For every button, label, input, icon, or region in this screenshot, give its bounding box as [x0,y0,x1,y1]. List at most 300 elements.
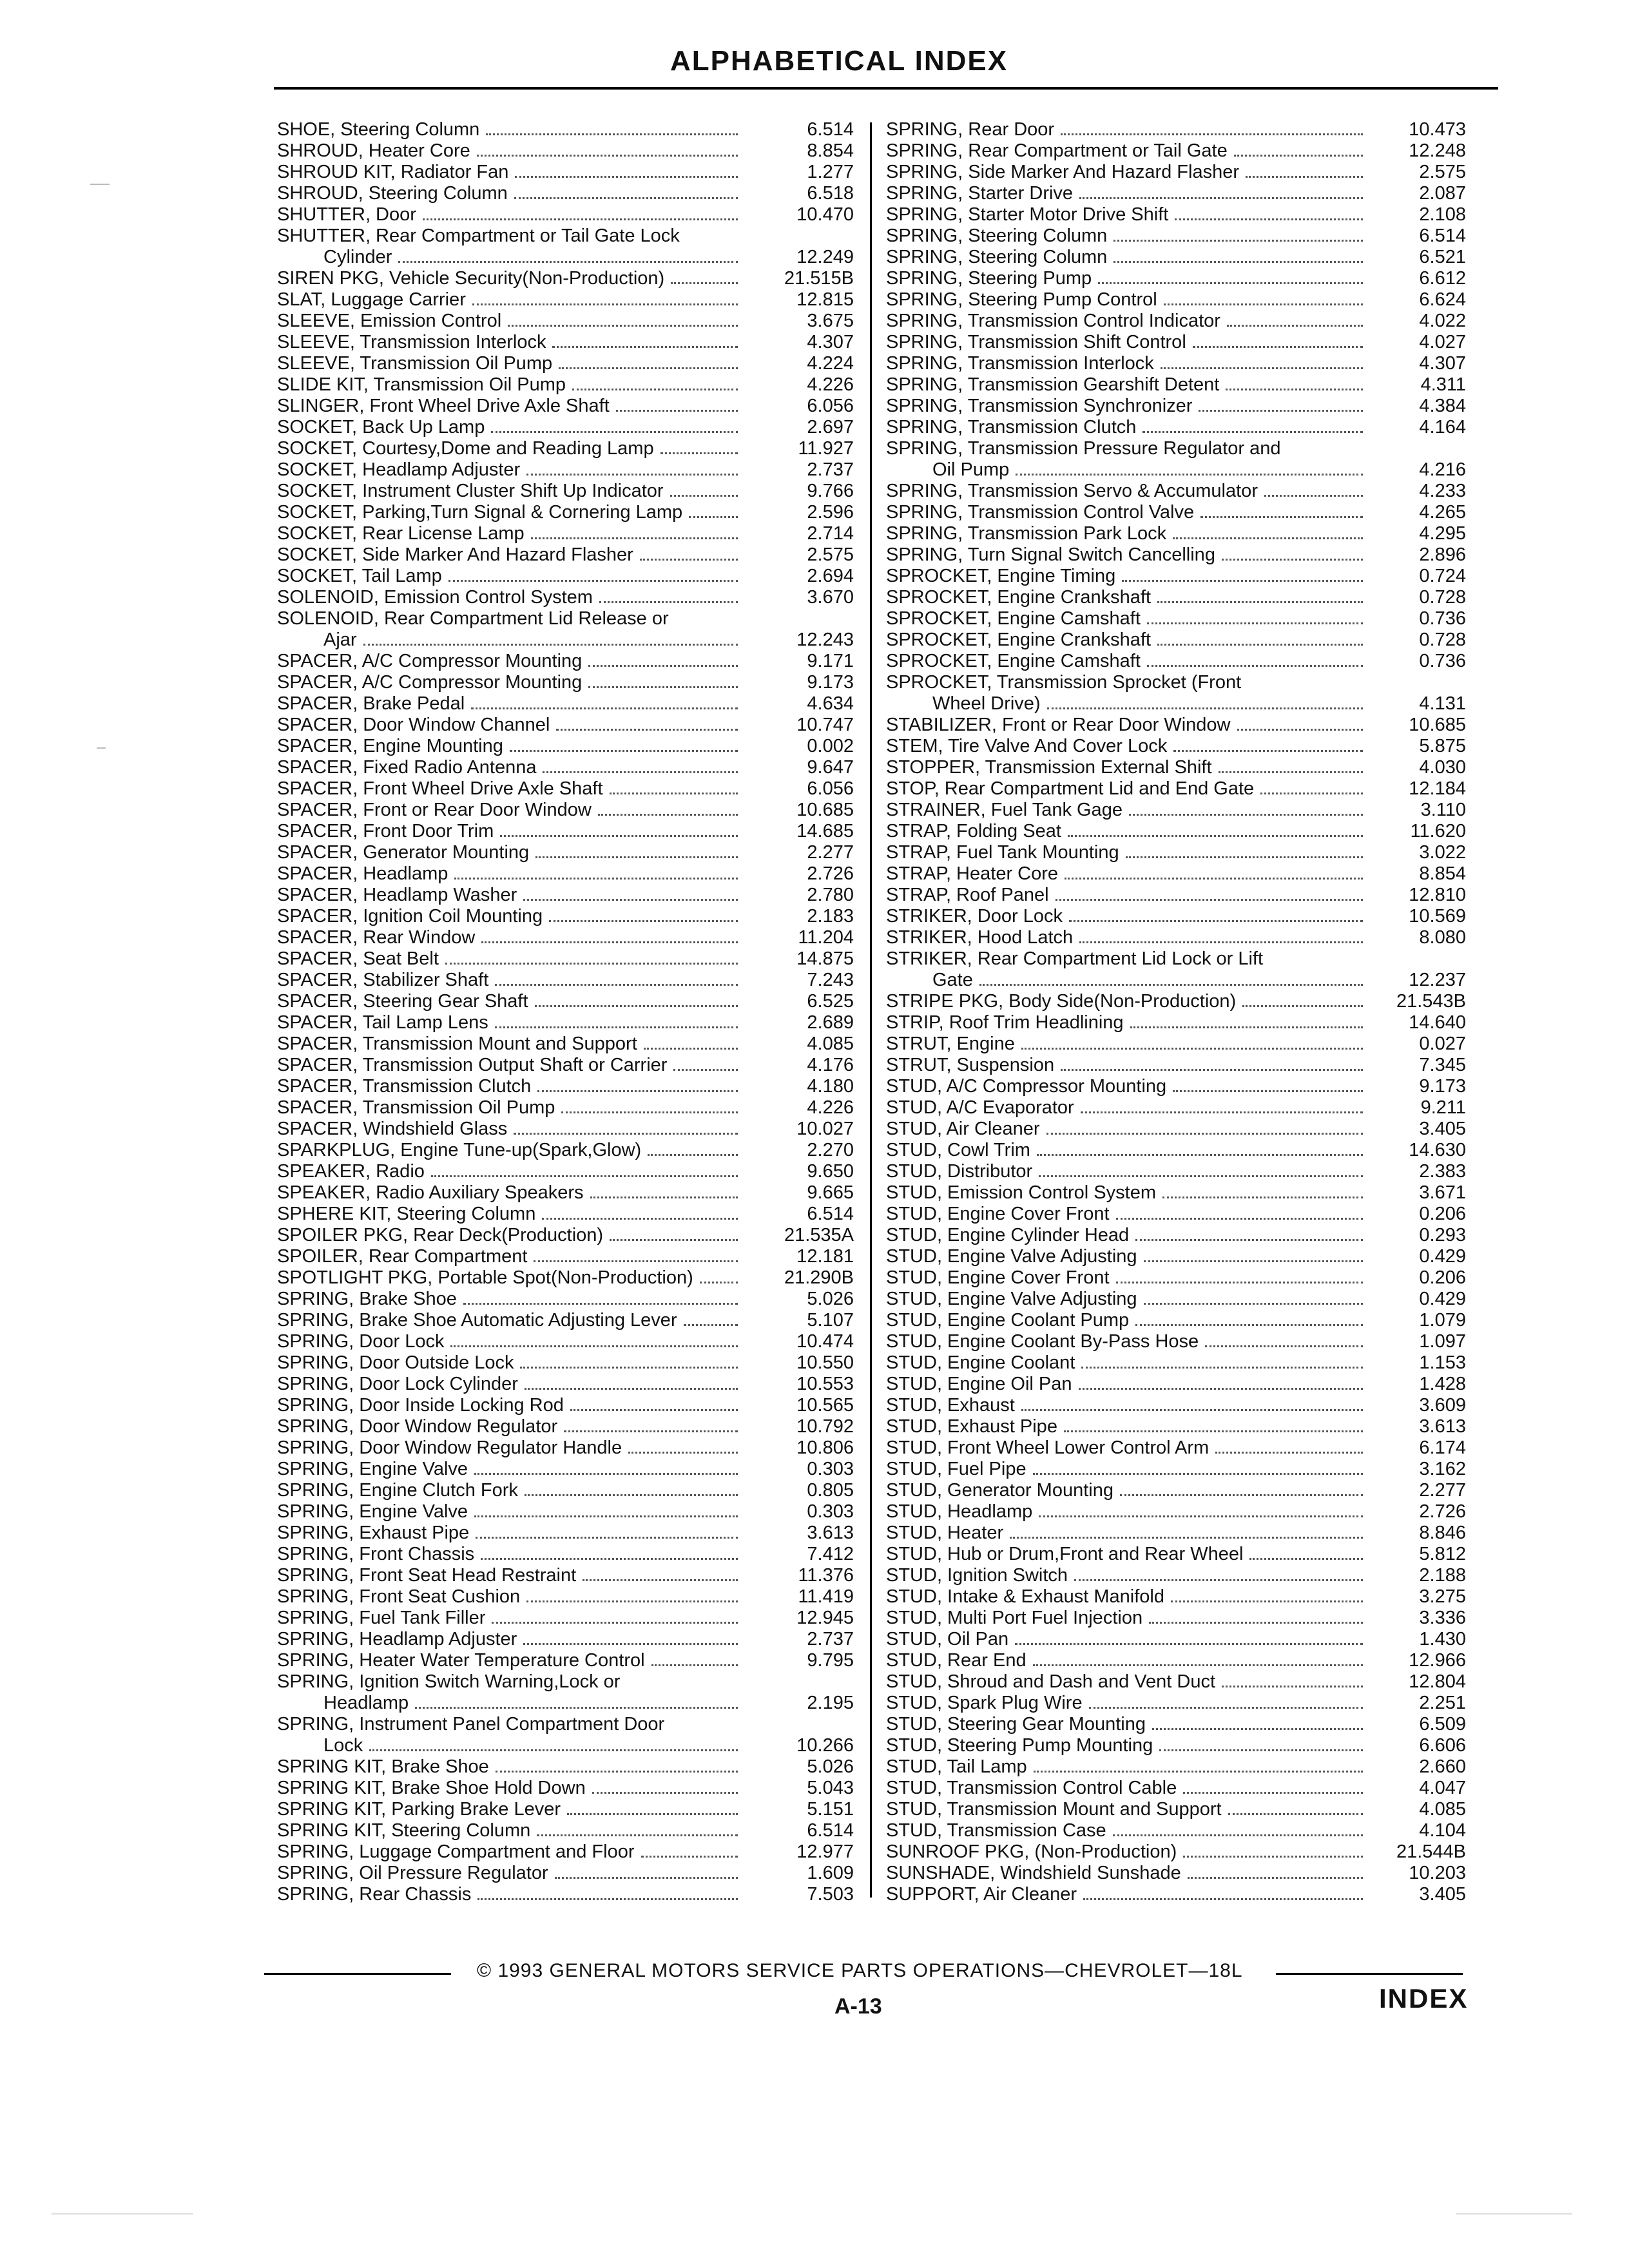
index-entry [886,1097,1466,1119]
entry-name: SPACER, Transmission Mount and Support [277,1033,637,1054]
dot-leader [1260,793,1363,794]
index-entry [886,1289,1466,1310]
entry-name: SPRING, Front Chassis [277,1544,475,1564]
index-entry [886,1437,1466,1459]
entry-name: SPACER, Rear Window [277,927,476,948]
scan-speck [1456,2213,1572,2215]
entry-page-number: 4.233 [1419,481,1466,501]
index-entry [886,1480,1466,1501]
index-entry [277,948,857,970]
index-entry [277,523,857,544]
entry-name: SOCKET, Parking,Turn Signal & Cornering Lamp [277,502,683,523]
entry-name: STEM, Tire Valve And Cover Lock [886,736,1168,756]
index-entry [277,1799,857,1820]
dot-leader [549,920,738,922]
entry-page-number: 5.875 [1419,736,1466,756]
index-entry [886,948,1466,970]
index-entry [886,1671,1466,1693]
dot-leader [648,1154,738,1156]
entry-name: STUD, Steering Gear Mounting [886,1714,1146,1735]
dot-leader [1188,1877,1363,1879]
entry-page-number: 4.164 [1419,417,1466,437]
entry-page-number: 10.203 [1409,1863,1466,1883]
entry-name: SHUTTER, Rear Compartment or Tail Gate Lock [277,226,680,246]
index-entry [277,715,857,736]
index-entry [886,1778,1466,1799]
entry-name: SPACER, Brake Pedal [277,693,465,714]
entry-name: SPRING, Rear Door [886,119,1055,140]
index-entry [886,1055,1466,1076]
dot-leader [1033,1664,1363,1666]
index-entry [277,1523,857,1544]
entry-page-number: 10.569 [1409,906,1466,927]
index-entry [886,289,1466,311]
entry-page-number: 6.056 [807,396,854,416]
entry-page-number: 2.383 [1419,1161,1466,1182]
dot-leader [1222,1686,1363,1687]
entry-page-number: 3.670 [807,587,854,608]
entry-page-number: 6.056 [807,778,854,799]
index-entry [277,353,857,374]
entry-name: SPACER, Front Door Trim [277,821,494,841]
index-entry [886,1182,1466,1204]
index-entry [277,651,857,672]
index-entry [886,1033,1466,1055]
entry-name: SPRING, Exhaust Pipe [277,1523,470,1543]
entry-name: Wheel Drive) [932,693,1041,714]
entry-name: SPACER, Seat Belt [277,948,439,969]
index-entry [277,268,857,289]
entry-page-number: 0.027 [1419,1033,1466,1054]
index-entry [277,970,857,991]
entry-page-number: 5.812 [1419,1544,1466,1564]
entry-name: Oil Pump [932,459,1010,480]
dot-leader [1173,1090,1363,1092]
dot-leader [463,1303,738,1305]
entry-page-number: 1.277 [807,162,854,182]
entry-name: SPRING, Instrument Panel Compartment Door [277,1714,665,1735]
index-entry [277,1629,857,1650]
entry-name: SPRING, Engine Valve [277,1501,468,1522]
dot-leader [1064,1430,1363,1432]
index-entry [277,991,857,1012]
dot-leader [476,1537,738,1539]
index-entry [886,162,1466,183]
entry-name: STUD, Exhaust Pipe [886,1416,1057,1437]
dot-leader [481,941,738,943]
index-entry [886,863,1466,885]
entry-page-number: 9.173 [1419,1076,1466,1097]
entry-name: SPACER, Tail Lamp Lens [277,1012,488,1033]
entry-page-number: 10.470 [796,204,854,225]
index-entry [886,672,1466,693]
index-entry [886,800,1466,821]
entry-page-number: 6.174 [1419,1437,1466,1458]
index-entry [886,1544,1466,1565]
dot-leader [474,1515,738,1517]
dot-leader [1149,1622,1363,1624]
dot-leader [523,1643,738,1645]
entry-name: STUD, Heater [886,1523,1004,1543]
index-entry [277,906,857,927]
entry-page-number: 4.307 [807,332,854,352]
index-entry [886,1395,1466,1416]
dot-leader [1061,1069,1363,1071]
dot-leader [1069,920,1363,922]
dot-leader [1135,1239,1363,1241]
entry-name: SPRING, Brake Shoe [277,1289,457,1309]
entry-page-number: 2.689 [807,1012,854,1033]
entry-name: SPRING, Transmission Control Valve [886,502,1195,523]
entry-name: SPRING KIT, Steering Column [277,1820,531,1841]
index-entry [277,736,857,757]
index-entry [886,587,1466,608]
index-entry [886,523,1466,544]
dot-leader [1175,218,1363,220]
entry-name: SPROCKET, Engine Crankshaft [886,629,1152,650]
dot-leader [1083,1898,1363,1900]
index-entry [277,1650,857,1671]
entry-name: SPEAKER, Radio [277,1161,425,1182]
index-entry [886,1267,1466,1289]
index-entry [277,927,857,948]
entry-name: SPRING, Brake Shoe Automatic Adjusting Lever [277,1310,677,1331]
entry-name: SPACER, Transmission Oil Pump [277,1097,555,1118]
dot-leader [616,410,738,412]
entry-page-number: 7.345 [1419,1055,1466,1075]
entry-page-number: 0.429 [1419,1246,1466,1267]
entry-name: STUD, Tail Lamp [886,1756,1027,1777]
entry-name: STRIKER, Hood Latch [886,927,1074,948]
dot-leader [1237,729,1363,731]
index-entry [277,417,857,438]
index-entry [277,1884,857,1905]
dot-leader [1199,410,1363,412]
entry-name: SPRING, Transmission Shift Control [886,332,1186,352]
index-entry [277,863,857,885]
index-entry [277,438,857,459]
entry-page-number: 12.248 [1409,140,1466,161]
dot-leader [454,878,738,879]
entry-name: STUD, Headlamp [886,1501,1033,1522]
dot-leader [1227,325,1363,327]
index-entry [886,629,1466,651]
footer [264,1960,1463,1986]
entry-name: SPRING, Transmission Pressure Regulator and [886,438,1281,459]
index-entry [277,544,857,566]
index-entry [277,1097,857,1119]
entry-page-number: 10.266 [796,1735,854,1756]
dot-leader [486,133,738,135]
entry-name: SPRING, Fuel Tank Filler [277,1608,486,1628]
entry-page-number: 4.180 [807,1076,854,1097]
entry-page-number: 2.780 [807,885,854,905]
index-entry [277,1671,857,1693]
entry-page-number: 21.544B [1396,1841,1466,1862]
dot-leader [1034,1771,1363,1773]
index-entry [886,991,1466,1012]
dot-leader [1147,665,1363,667]
entry-name: SHROUD, Heater Core [277,140,470,161]
entry-page-number: 3.613 [807,1523,854,1543]
entry-name: SOCKET, Headlamp Adjuster [277,459,521,480]
dot-leader [1161,367,1363,369]
entry-page-number: 11.927 [798,438,854,459]
dot-leader [537,1090,738,1092]
entry-page-number: 14.640 [1409,1012,1466,1033]
entry-name: SPRING, Steering Pump Control [886,289,1157,310]
entry-page-number: 0.805 [807,1480,854,1501]
entry-page-number: 4.295 [1419,523,1466,544]
entry-page-number: 3.671 [1419,1182,1466,1203]
index-entry [277,1204,857,1225]
index-entry [886,119,1466,140]
index-entry [277,1076,857,1097]
entry-name: SPROCKET, Engine Crankshaft [886,587,1152,608]
dot-leader [588,665,738,667]
entry-name: SOCKET, Side Marker And Hazard Flasher [277,544,633,565]
entry-name: SPROCKET, Transmission Sprocket (Front [886,672,1242,693]
index-entry [886,1161,1466,1182]
index-entry [886,204,1466,226]
index-entry [277,1778,857,1799]
index-entry [277,757,857,778]
dot-leader [514,1133,738,1135]
dot-leader [628,1452,738,1454]
dot-leader [510,750,738,752]
dot-leader [526,474,738,476]
entry-page-number: 2.188 [1419,1565,1466,1586]
dot-leader [588,686,738,688]
index-entry [886,1352,1466,1374]
dot-leader [1021,1048,1363,1050]
entry-name: SPACER, Door Window Channel [277,715,550,735]
dot-leader [1126,856,1363,858]
index-entry [277,1161,857,1182]
index-entry [886,226,1466,247]
dot-leader [500,835,738,837]
entry-name: SPEAKER, Radio Auxiliary Speakers [277,1182,584,1203]
index-entry [277,1863,857,1884]
dot-leader [590,1196,738,1198]
entry-name: Lock [323,1735,363,1756]
entry-name: STUD, A/C Compressor Mounting [886,1076,1167,1097]
entry-name: SPRING, Side Marker And Hazard Flasher [886,162,1239,182]
index-entry [886,821,1466,842]
dot-leader [1046,1133,1363,1135]
footer-rule-left [264,1973,451,1975]
dot-leader [1226,389,1363,390]
entry-page-number: 2.277 [1419,1480,1466,1501]
dot-leader [670,495,738,497]
entry-page-number: 9.766 [807,481,854,501]
index-entry [886,1204,1466,1225]
dot-leader [1065,878,1363,879]
entry-page-number: 10.474 [796,1331,854,1352]
entry-name: STABILIZER, Front or Rear Door Window [886,715,1231,735]
index-entry [277,1033,857,1055]
dot-leader [572,389,738,390]
index-entry [886,1565,1466,1586]
entry-name: SPHERE KIT, Steering Column [277,1204,536,1224]
entry-name: SPRING, Rear Chassis [277,1884,472,1905]
index-entry [277,587,857,608]
dot-leader [700,1282,738,1283]
entry-name: SPRING, Steering Column [886,226,1108,246]
entry-page-number: 3.405 [1419,1884,1466,1905]
entry-name: SPRING, Engine Clutch Fork [277,1480,518,1501]
entry-page-number: 3.022 [1419,842,1466,863]
entry-page-number: 2.575 [807,544,854,565]
entry-name: SPROCKET, Engine Camshaft [886,608,1141,629]
entry-name: SPRING, Door Inside Locking Rod [277,1395,564,1416]
index-entry [886,1586,1466,1608]
index-entry [277,396,857,417]
entry-page-number: 0.736 [1419,651,1466,671]
entry-name: Gate [932,970,973,990]
dot-leader [1215,1452,1363,1454]
index-entry [277,693,857,715]
dot-leader [1173,750,1363,752]
entry-page-number: 9.173 [807,672,854,693]
index-entry [277,1416,857,1437]
index-entry [277,1310,857,1331]
entry-name: SHROUD KIT, Radiator Fan [277,162,509,182]
entry-name: SPRING, Door Outside Lock [277,1352,514,1373]
entry-page-number: 11.204 [798,927,854,948]
entry-name: SHROUD, Steering Column [277,183,508,204]
dot-leader [644,1048,738,1050]
dot-leader [1205,1345,1363,1347]
entry-name: STUD, Oil Pan [886,1629,1009,1649]
entry-name: STUD, Engine Cylinder Head [886,1225,1130,1245]
dot-leader [598,814,738,816]
entry-name: SOCKET, Tail Lamp [277,566,442,586]
index-column-left [277,119,857,1905]
entry-name: SPRING, Front Seat Head Restraint [277,1565,577,1586]
entry-name: STUD, Engine Valve Adjusting [886,1246,1137,1267]
entry-name: STRIP, Roof Trim Headlining [886,1012,1124,1033]
entry-page-number: 3.336 [1419,1608,1466,1628]
entry-name: SUNSHADE, Windshield Sunshade [886,1863,1181,1883]
dot-leader [1039,1515,1363,1517]
index-entry [886,1246,1466,1267]
dot-leader [1246,176,1363,178]
index-entry [277,1246,857,1267]
dot-leader [599,601,738,603]
dot-leader [1122,580,1363,582]
index-entry [886,247,1466,268]
index-column-right [886,119,1466,1905]
entry-page-number: 4.104 [1419,1820,1466,1841]
index-entry [886,1841,1466,1863]
index-entry [277,1182,857,1204]
dot-leader [1037,1154,1363,1156]
entry-name: SPRING KIT, Brake Shoe [277,1756,489,1777]
entry-name: STOPPER, Transmission External Shift [886,757,1212,778]
entry-page-number: 0.728 [1419,629,1466,650]
index-entry [277,608,857,629]
entry-name: SPACER, Headlamp [277,863,448,884]
index-entry [886,736,1466,757]
index-entry [277,1544,857,1565]
entry-name: SPACER, Generator Mounting [277,842,530,863]
entry-page-number: 21.515B [784,268,854,289]
entry-name: SLINGER, Front Wheel Drive Axle Shaft [277,396,610,416]
entry-page-number: 2.694 [807,566,854,586]
entry-name: STUD, Rear End [886,1650,1027,1671]
dot-leader [1068,835,1363,837]
dot-leader [523,899,738,901]
dot-leader [583,1579,738,1581]
dot-leader [1183,1792,1363,1794]
entry-name: SPRING, Heater Water Temperature Control [277,1650,645,1671]
entry-name: SPRING, Rear Compartment or Tail Gate [886,140,1228,161]
entry-name: STUD, Engine Coolant [886,1352,1075,1373]
index-entry [886,757,1466,778]
dot-leader [684,1324,738,1326]
entry-name: SPACER, Transmission Clutch [277,1076,532,1097]
footer-rule-right [1276,1973,1463,1975]
entry-page-number: 3.110 [1420,800,1466,820]
dot-leader [450,1345,738,1347]
dot-leader [1173,537,1363,539]
entry-page-number: 8.846 [1419,1523,1466,1543]
entry-page-number: 2.251 [1419,1693,1466,1713]
dot-leader [508,325,738,327]
index-entry [886,1012,1466,1033]
entry-name: SPRING, Starter Motor Drive Shift [886,204,1169,225]
dot-leader [363,644,738,646]
index-entry [886,268,1466,289]
index-entry [886,1799,1466,1820]
index-entry [277,1119,857,1140]
index-entry [277,1608,857,1629]
entry-name: SPRING, Door Lock [277,1331,445,1352]
dot-leader [1183,1856,1363,1858]
index-entry [886,1331,1466,1352]
entry-page-number: 9.650 [807,1161,854,1182]
dot-leader [610,793,738,794]
entry-name: STRAP, Heater Core [886,863,1059,884]
entry-page-number: 6.606 [1419,1735,1466,1756]
index-entry [886,1459,1466,1480]
entry-name: SUPPORT, Air Cleaner [886,1884,1077,1905]
entry-page-number: 3.405 [1419,1119,1466,1139]
entry-name: STUD, Intake & Exhaust Manifold [886,1586,1164,1607]
entry-page-number: 9.665 [807,1182,854,1203]
dot-leader [1113,1834,1363,1836]
entry-name: SPRING KIT, Brake Shoe Hold Down [277,1778,586,1798]
entry-page-number: 0.206 [1419,1267,1466,1288]
dot-leader [1152,1728,1363,1730]
entry-page-number: 0.303 [807,1459,854,1479]
index-entry [277,821,857,842]
entry-page-number: 0.728 [1419,587,1466,608]
dot-leader [537,1834,738,1836]
dot-leader [556,729,738,731]
entry-page-number: 2.737 [807,1629,854,1649]
entry-page-number: 9.647 [807,757,854,778]
entry-page-number: 10.685 [796,800,854,820]
dot-leader [1144,1260,1363,1262]
entry-name: STUD, Engine Coolant Pump [886,1310,1130,1331]
index-entry [277,1352,857,1374]
dot-leader [474,1473,738,1475]
dot-leader [1144,1303,1363,1305]
entry-page-number: 4.085 [1419,1799,1466,1820]
index-entry [277,1395,857,1416]
